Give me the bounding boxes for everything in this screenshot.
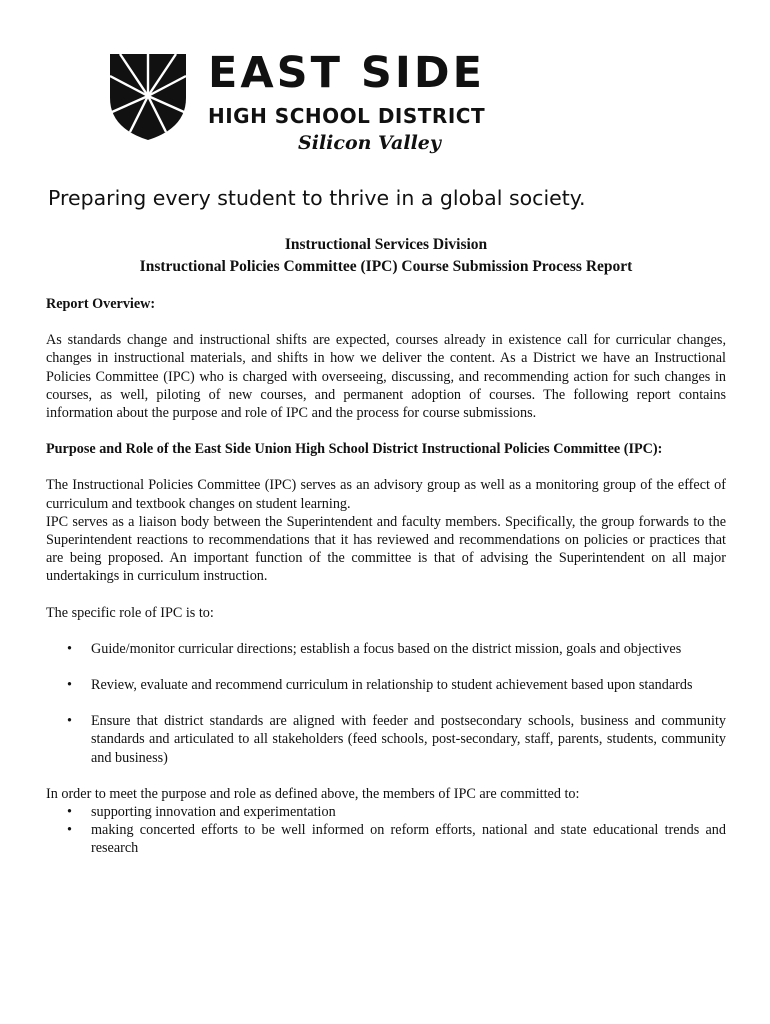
shield-logo-icon [108, 50, 188, 142]
commit-intro: In order to meet the purpose and role as defined above, the members of IPC are committed to: [46, 785, 580, 802]
overview-paragraph: As standards change and instructional shifts are expected, courses already in existence call for curricular changes, changes in instructional materials, and shifts in how we deliver the content. As a District we have an Instructional Policies Committee (IPC) who is charged with overseeing, discussing, and recommending action for such changes in courses, as well, piloting of new courses, and permanent adoption of courses. The following report contains information about the purpose and role of IPC and the process for course submissions. [46, 332, 726, 422]
role-list-item: • Guide/monitor curricular directions; establish a focus based on the district mission, goals and objectives [46, 640, 726, 658]
district-logo [108, 50, 528, 160]
role-list [46, 640, 726, 767]
commit-list-item: • supporting innovation and experimentation [46, 803, 726, 821]
division-title: Instructional Services Division [284, 236, 488, 253]
role-intro: The specific role of IPC is to: [46, 604, 214, 621]
role-list-item: • Review, evaluate and recommend curriculum in relationship to student achievement based upon standards [46, 676, 726, 694]
brand-subtitle: HIGH SCHOOL DISTRICT [208, 104, 486, 128]
purpose-paragraph-1: The Instructional Policies Committee (IPC) serves as an advisory group as well as a monitoring group of the effect of curriculum and textbook changes on student learning. [46, 477, 726, 512]
commit-list-item: • making concerted efforts to be well informed on reform efforts, national and state educational trends and research [46, 821, 726, 857]
brand-region: Silicon Valley [298, 132, 441, 154]
report-title: Instructional Policies Committee (IPC) Course Submission Process Report [139, 257, 633, 275]
commit-list [46, 803, 726, 858]
purpose-paragraph-2: IPC serves as a liaison body between the Superintendent and faculty members. Specifically, the group forwards to the Superintendent reactions to recommendations that it has reviewed and recommendations on policies or practices that are being proposed. An important function of the committee is that of advising the Superintendent on all major undertakings in curriculum instruction. [46, 513, 726, 585]
purpose-heading: Purpose and Role of the East Side Union High School District Instructional Policies Committee (IPC): [46, 441, 663, 458]
role-list-item: • Ensure that district standards are aligned with feeder and postsecondary schools, business and community standards and articulated to all stakeholders (feed schools, post-secondary, staff, parents, students, community and business) [46, 712, 726, 767]
overview-heading: Report Overview: [46, 296, 156, 312]
brand-name: EAST SIDE [208, 48, 485, 98]
tagline: Preparing every student to thrive in a global society. [48, 186, 586, 210]
document-body [46, 234, 726, 858]
